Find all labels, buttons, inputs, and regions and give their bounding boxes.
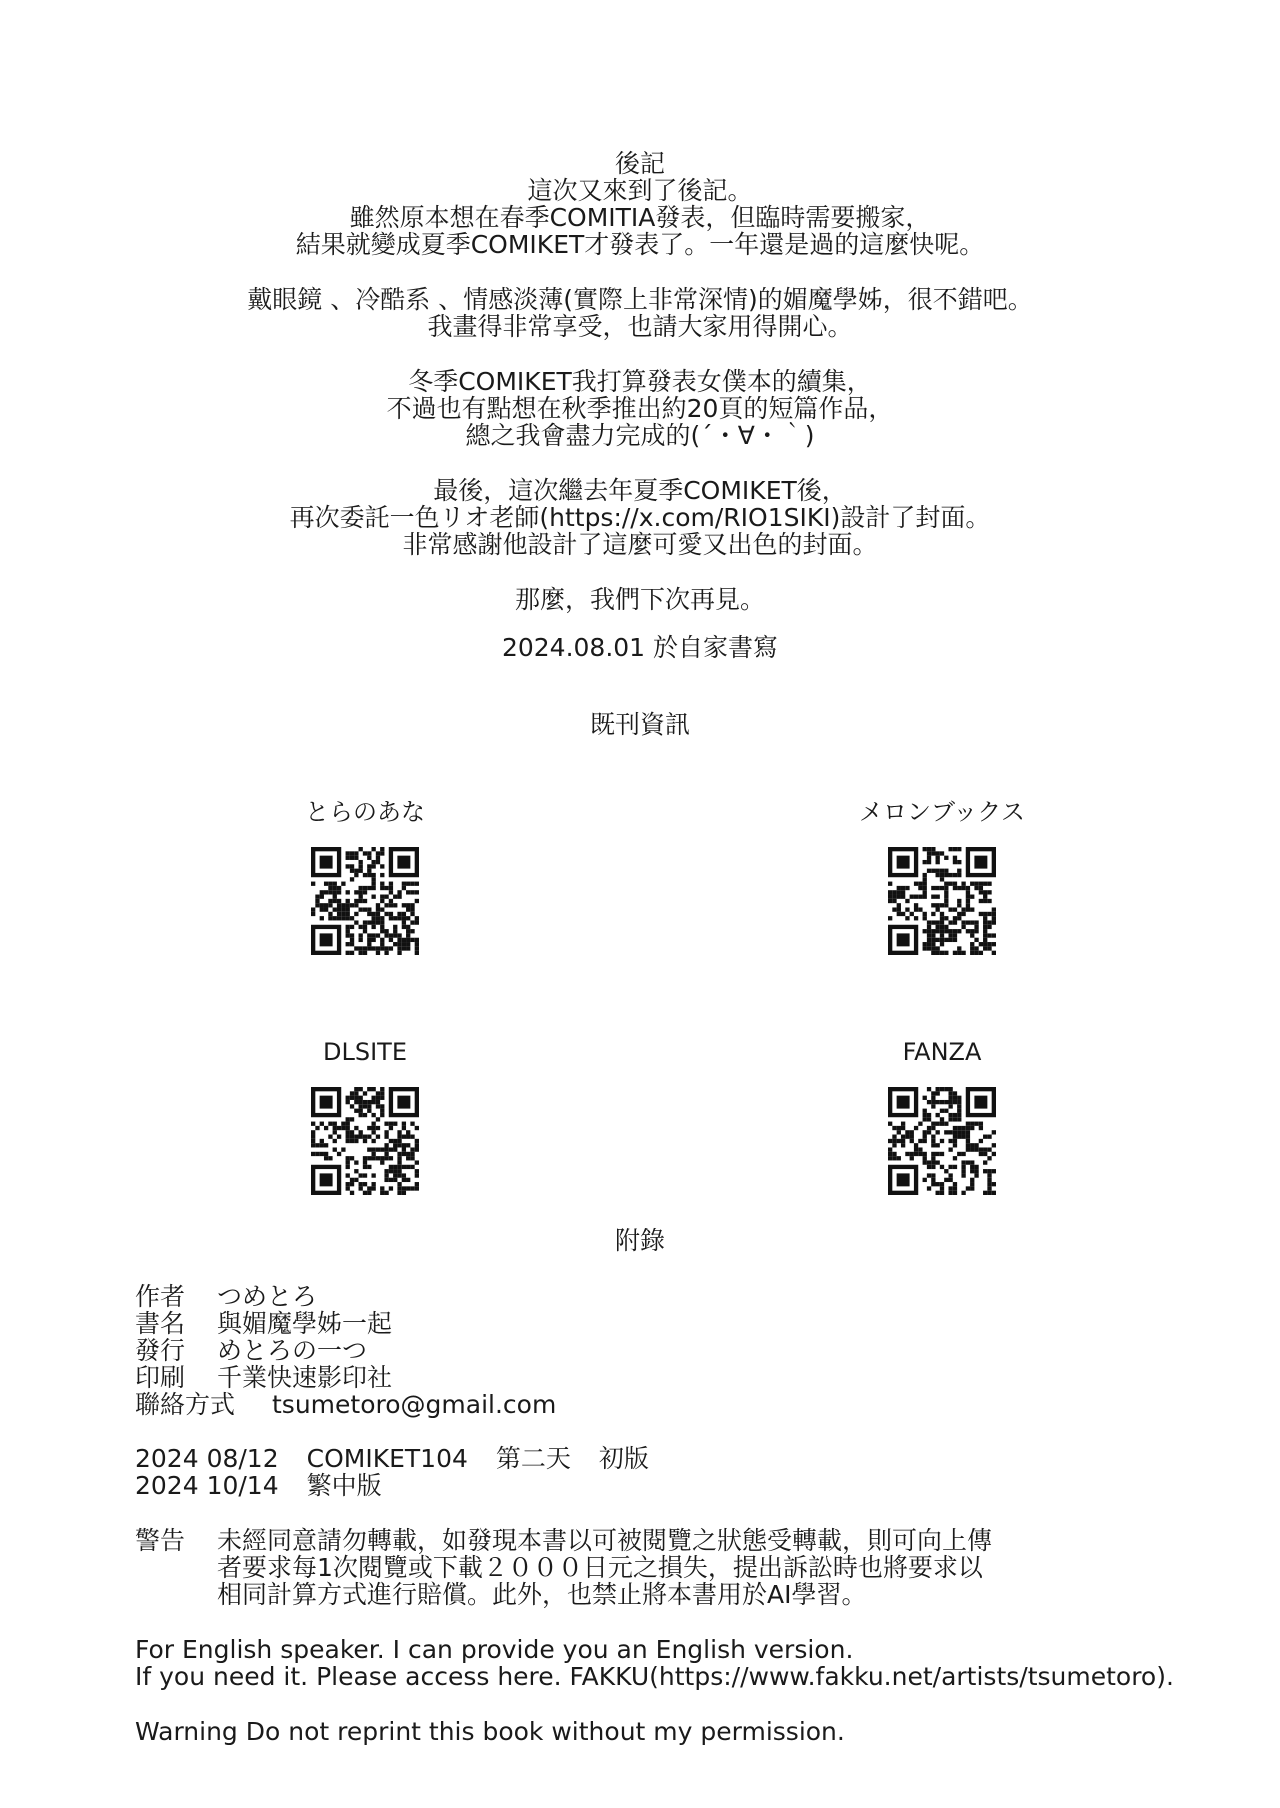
afterword-line: 不過也有點想在秋季推出約20頁的短篇作品， xyxy=(386,394,894,423)
warning-key: 警告 xyxy=(135,1526,186,1555)
info-key: 書名 xyxy=(135,1309,186,1338)
published-title: 既刊資訊 xyxy=(589,710,690,739)
afterword-line: 戴眼鏡 、冷酷系 、情感淡薄(實際上非常深情)的媚魔學姊，很不錯吧。 xyxy=(247,285,1033,314)
info-row-book xyxy=(135,1310,556,1337)
edition-history xyxy=(135,1445,649,1499)
afterword-line: 我畫得非常享受，也請大家用得開心。 xyxy=(427,312,853,341)
store-label: DLSITE xyxy=(323,1038,407,1066)
qr-code-icon[interactable] xyxy=(888,1087,996,1195)
info-value: 千業快速影印社 xyxy=(217,1363,393,1392)
afterword-line: 非常感謝他設計了這麼可愛又出色的封面。 xyxy=(402,530,878,559)
edition-row-second xyxy=(135,1472,649,1499)
colophon-title: 附錄 xyxy=(614,1226,665,1255)
afterword-line: 這次又來到了後記。 xyxy=(527,176,753,205)
info-key: 發行 xyxy=(135,1336,186,1365)
edition-date: 2024 10/14 xyxy=(135,1471,279,1500)
info-value: つめとろ xyxy=(217,1282,318,1311)
afterword-line: 結果就變成夏季COMIKET才發表了。一年還是過的這麼快呢。 xyxy=(295,230,985,259)
store-melonbooks[interactable] xyxy=(812,797,1072,955)
warning-line: 未經同意請勿轉載，如發現本書以可被閱覽之狀態受轉載，則可向上傳 xyxy=(217,1526,993,1555)
info-value: めとろの一つ xyxy=(217,1336,368,1365)
info-key: 印刷 xyxy=(135,1363,186,1392)
store-label: FANZA xyxy=(902,1038,982,1066)
edition-label: 繁中版 xyxy=(306,1471,382,1500)
store-dlsite[interactable] xyxy=(235,1037,495,1195)
english-line-link[interactable]: If you need it. Please access here. FAKKU(https://www.fakku.net/artists/tsumetoro). xyxy=(135,1662,1174,1691)
afterword-paragraph-5 xyxy=(0,586,1280,613)
info-row-printer xyxy=(135,1364,556,1391)
info-row-publisher xyxy=(135,1337,556,1364)
afterword-date: 2024.08.01 於自家書寫 xyxy=(501,633,779,662)
info-row-author xyxy=(135,1283,556,1310)
warning-line: 相同計算方式進行賠償。此外，也禁止將本書用於AI學習。 xyxy=(217,1580,867,1609)
info-row-contact xyxy=(135,1391,556,1418)
afterword-line: 雖然原本想在春季COMITIA發表，但臨時需要搬家， xyxy=(349,203,931,232)
english-notice xyxy=(135,1636,1174,1690)
qr-code-icon[interactable] xyxy=(888,847,996,955)
edition-event: COMIKET104 xyxy=(306,1444,468,1473)
store-label: とらのあな xyxy=(305,798,425,826)
afterword-paragraph-2 xyxy=(0,286,1280,340)
english-warning: Warning Do not reprint this book without my permission. xyxy=(135,1717,845,1746)
afterword-title: 後記 xyxy=(614,149,665,178)
afterword-paragraph-3 xyxy=(0,368,1280,449)
edition-row-first xyxy=(135,1445,649,1472)
qr-code-icon[interactable] xyxy=(311,1087,419,1195)
edition-day: 第二天 xyxy=(495,1444,571,1473)
afterword-section xyxy=(0,150,1280,641)
info-key: 聯絡方式 xyxy=(135,1390,236,1419)
afterword-title-para xyxy=(0,150,1280,177)
colophon-info xyxy=(135,1283,556,1418)
afterword-line: 冬季COMIKET我打算發表女僕本的續集， xyxy=(408,367,872,396)
edition-label: 初版 xyxy=(598,1444,649,1473)
warning-line: 者要求每1次閱覽或下載２０００日元之損失，提出訴訟時也將要求以 xyxy=(217,1553,983,1582)
info-value: 與媚魔學姊一起 xyxy=(217,1309,393,1338)
store-fanza[interactable] xyxy=(812,1037,1072,1195)
warning-notice xyxy=(135,1527,992,1608)
edition-date: 2024 08/12 xyxy=(135,1444,279,1473)
afterword-line: 總之我會盡力完成的(´・∀・｀) xyxy=(465,421,815,450)
info-key: 作者 xyxy=(135,1282,186,1311)
afterword-closing: 那麼，我們下次再見。 xyxy=(514,585,765,614)
store-toranoana[interactable] xyxy=(235,797,495,955)
afterword-line: 再次委託一色リオ老師(https://x.com/RIO1SIKI)設計了封面。 xyxy=(289,503,991,532)
english-line: For English speaker. I can provide you an English version. xyxy=(135,1635,854,1664)
afterword-paragraph-1 xyxy=(0,177,1280,258)
contact-email[interactable]: tsumetoro@gmail.com xyxy=(272,1390,557,1419)
afterword-line: 最後，這次繼去年夏季COMIKET後， xyxy=(433,476,847,505)
afterword-paragraph-4 xyxy=(0,477,1280,558)
qr-code-icon[interactable] xyxy=(311,847,419,955)
store-label: メロンブックス xyxy=(858,798,1026,826)
